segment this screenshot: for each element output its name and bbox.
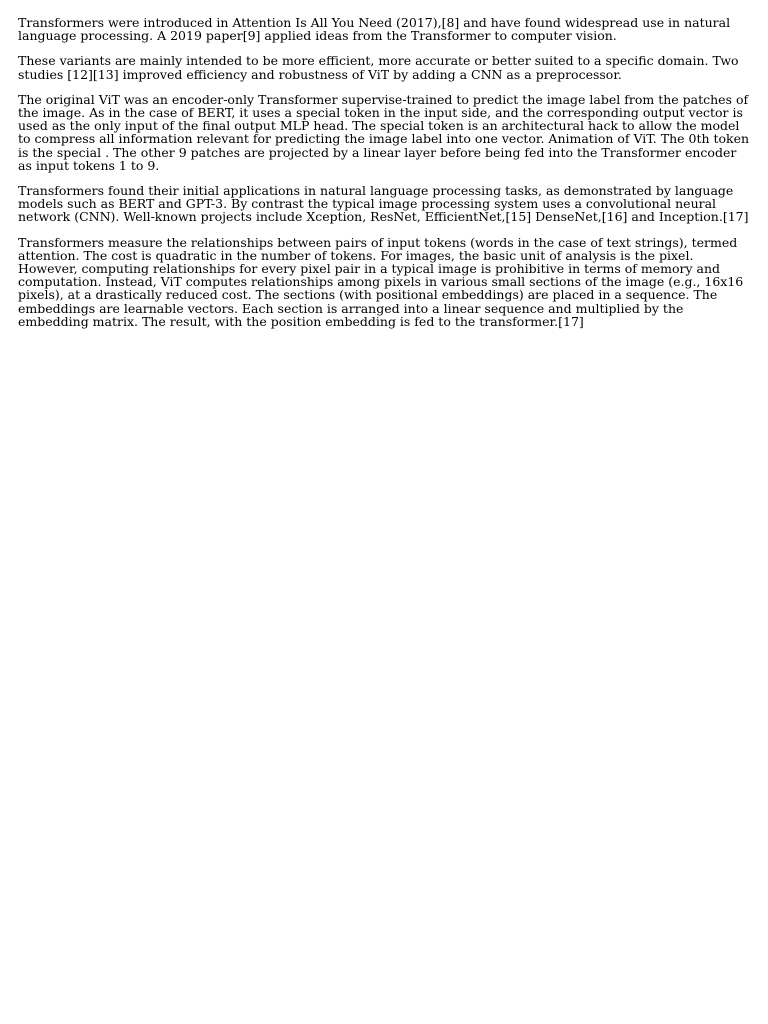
paragraph-variants: These variants are mainly intended to be more efficient, more accurate or better suited to a specific domain. Two studies [12][13] improved efficiency and robustness of ViT by adding a CNN as a preprocessor. xyxy=(18,53,739,82)
paragraph-original-vit: The original ViT was an encoder-only Transformer supervise-trained to predict the image label from the patches of the image. As in the case of BERT, it uses a special token in the input side, and the corresponding output vector is used as the only input of the final output MLP head. The special token is an architectural hack to allow the model to compress all information relevant for predicting the image label into one vector. Animation of ViT. The 0th token is the special . The other 9 patches are projected by a linear layer before being fed into the Transformer encoder as input tokens 1 to 9. xyxy=(18,91,750,173)
paragraph-attention-cost: Transformers measure the relationships between pairs of input tokens (words in the case of text strings), termed attention. The cost is quadratic in the number of tokens. For images, the basic unit of analysis is the pixel. However, computing relationships for every pixel pair in a typical image is prohibitive in terms of memory and computation. Instead, ViT computes relationships among pixels in various small sections of the image (e.g., 16x16 pixels), at a drastically reduced cost. The sections (with positional embeddings) are placed in a sequence. The embeddings are learnable vectors. Each section is arranged into a linear sequence and multiplied by the embedding matrix. The result, with the position embedding is fed to the transformer.[17] xyxy=(18,234,744,329)
paragraph-transformers-intro: Transformers were introduced in Attention Is All You Need (2017),[8] and have found widespread use in natural language processing. A 2019 paper[9] applied ideas from the Transformer to computer vision. xyxy=(18,15,731,44)
paragraph-initial-applications: Transformers found their initial applications in natural language processing tasks, as demonstrated by language models such as BERT and GPT-3. By contrast the typical image processing system uses a convolutional neural network (CNN). Well-known projects include Xception, ResNet, EfficientNet,[15] DenseNet,[16] and Inception.[17] xyxy=(18,183,749,225)
